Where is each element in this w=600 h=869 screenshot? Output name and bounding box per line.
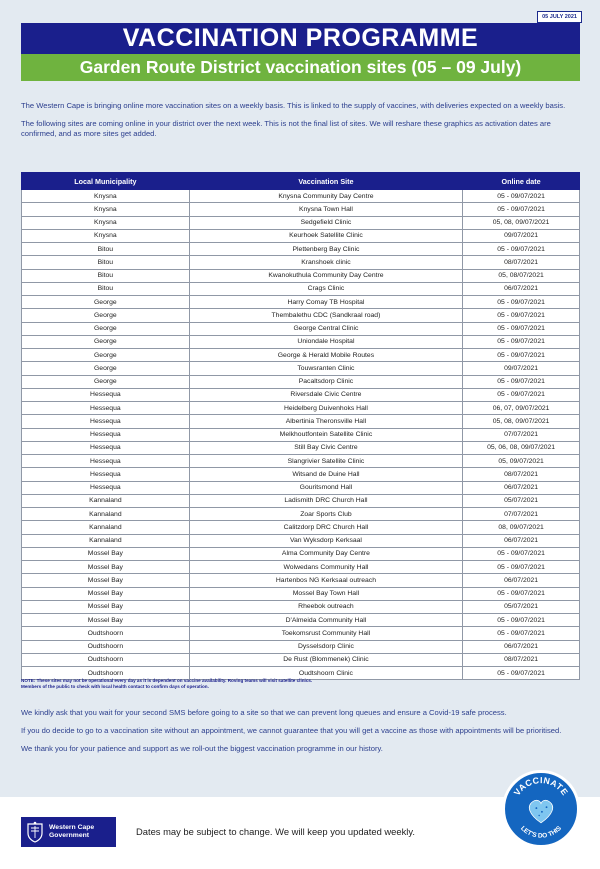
table-row	[22, 203, 580, 216]
cell-date: 06/07/2021	[463, 574, 580, 587]
cell-municipality: Oudtshoorn	[22, 640, 190, 653]
cell-municipality: George	[22, 362, 190, 375]
cell-date: 05 - 09/07/2021	[463, 322, 580, 335]
cell-date: 05/07/2021	[463, 600, 580, 613]
cell-municipality: Mossel Bay	[22, 587, 190, 600]
intro-paragraph: The Western Cape is bringing online more vaccination sites on a weekly basis. This is linked to the supply of vaccines, with deliveries expected on a weekly basis.	[21, 101, 566, 110]
cell-date: 07/07/2021	[463, 428, 580, 441]
table-row	[22, 335, 580, 348]
table-row	[22, 362, 580, 375]
title-banner	[21, 23, 580, 81]
cell-municipality: Bitou	[22, 282, 190, 295]
cell-site: Uniondale Hospital	[189, 335, 462, 348]
cell-site: Ladismith DRC Church Hall	[189, 494, 462, 507]
cell-municipality: Hessequa	[22, 481, 190, 494]
cell-site: Rheebok outreach	[189, 600, 462, 613]
cell-date: 05, 08/07/2021	[463, 269, 580, 282]
logo-line: Government	[49, 832, 90, 839]
cell-date: 08/07/2021	[463, 653, 580, 666]
cell-date: 06/07/2021	[463, 640, 580, 653]
cell-municipality: Mossel Bay	[22, 600, 190, 613]
table-row	[22, 561, 580, 574]
table-row	[22, 653, 580, 666]
western-cape-government-logo	[21, 817, 116, 847]
cell-date: 06/07/2021	[463, 481, 580, 494]
table-row	[22, 216, 580, 229]
cell-municipality: George	[22, 322, 190, 335]
cell-site: Wolwedans Community Hall	[189, 561, 462, 574]
table-row	[22, 587, 580, 600]
table-row	[22, 309, 580, 322]
cell-date: 05 - 09/07/2021	[463, 614, 580, 627]
vaccinate-badge	[502, 770, 580, 848]
table-row	[22, 256, 580, 269]
cell-site: George & Herald Mobile Routes	[189, 349, 462, 362]
footer-message: Dates may be subject to change. We will keep you updated weekly.	[136, 826, 415, 837]
table-row	[22, 455, 580, 468]
badge-bottom-text: LET'S DO THIS	[519, 824, 563, 840]
cell-municipality: Bitou	[22, 256, 190, 269]
cell-site: Toekomsrust Community Hall	[189, 627, 462, 640]
table-row	[22, 508, 580, 521]
table-row	[22, 322, 580, 335]
coat-of-arms-icon	[25, 821, 45, 843]
cell-municipality: George	[22, 375, 190, 388]
table-header-row	[22, 173, 580, 190]
cell-municipality: Hessequa	[22, 388, 190, 401]
cell-site: Knysna Community Day Centre	[189, 190, 462, 203]
cell-site: Kranshoek clinic	[189, 256, 462, 269]
table-row	[22, 534, 580, 547]
cell-date: 05 - 09/07/2021	[463, 587, 580, 600]
table-row	[22, 574, 580, 587]
table-row	[22, 269, 580, 282]
cell-date: 05 - 09/07/2021	[463, 388, 580, 401]
table-row	[22, 296, 580, 309]
cell-date: 05 - 09/07/2021	[463, 561, 580, 574]
cell-date: 05/07/2021	[463, 494, 580, 507]
table-row	[22, 468, 580, 481]
cell-municipality: Hessequa	[22, 415, 190, 428]
cell-date: 05 - 09/07/2021	[463, 190, 580, 203]
cell-municipality: Knysna	[22, 203, 190, 216]
cell-date: 07/07/2021	[463, 508, 580, 521]
cell-date: 08, 09/07/2021	[463, 521, 580, 534]
cell-municipality: Kannaland	[22, 521, 190, 534]
cell-site: Mossel Bay Town Hall	[189, 587, 462, 600]
cell-site: Plettenberg Bay Clinic	[189, 243, 462, 256]
cell-municipality: Kannaland	[22, 534, 190, 547]
cell-date: 05 - 09/07/2021	[463, 243, 580, 256]
table-row	[22, 349, 580, 362]
table-row	[22, 547, 580, 560]
table-row	[22, 441, 580, 454]
table-row	[22, 415, 580, 428]
cell-site: Riversdale Civic Centre	[189, 388, 462, 401]
closing-paragraph: We thank you for your patience and support as we roll-out the biggest vaccination programme in our history.	[21, 744, 383, 753]
cell-site: Gouritsmond Hall	[189, 481, 462, 494]
cell-date: 08/07/2021	[463, 256, 580, 269]
vaccination-sites-table	[21, 172, 580, 680]
cell-site: Oudtshoorn Clinic	[189, 667, 462, 680]
cell-site: Harry Comay TB Hospital	[189, 296, 462, 309]
closing-text	[21, 708, 581, 762]
table-row	[22, 282, 580, 295]
cell-date: 06/07/2021	[463, 534, 580, 547]
heart-icon	[529, 800, 552, 823]
table-row	[22, 521, 580, 534]
cell-date: 05, 06, 08, 09/07/2021	[463, 441, 580, 454]
cell-date: 05 - 09/07/2021	[463, 309, 580, 322]
cell-municipality: Hessequa	[22, 428, 190, 441]
table-row	[22, 402, 580, 415]
cell-date: 06, 07, 09/07/2021	[463, 402, 580, 415]
cell-date: 05 - 09/07/2021	[463, 296, 580, 309]
cell-date: 05 - 09/07/2021	[463, 375, 580, 388]
cell-municipality: George	[22, 349, 190, 362]
table-row	[22, 243, 580, 256]
table-row	[22, 640, 580, 653]
cell-municipality: Knysna	[22, 229, 190, 242]
cell-date: 05 - 09/07/2021	[463, 627, 580, 640]
intro-text	[21, 101, 581, 147]
date-tag: 05 JULY 2021	[537, 11, 582, 23]
closing-paragraph: We kindly ask that you wait for your second SMS before going to a site so that we can prevent long queues and ensure a Covid-19 safe process.	[21, 708, 507, 717]
intro-paragraph: The following sites are coming online in your district over the next week. This is not the final list of sites. We will reshare these graphics as activation dates are confirmed, and as more sites get added.	[21, 119, 551, 138]
table-body	[22, 190, 580, 680]
cell-site: Still Bay Civic Centre	[189, 441, 462, 454]
cell-municipality: Mossel Bay	[22, 561, 190, 574]
table-note	[21, 678, 312, 690]
note-line: Members of the public to check with local health contact to confirm days of operation.	[21, 684, 209, 689]
table-row	[22, 190, 580, 203]
cell-site: Melkhoutfontein Satellite Clinic	[189, 428, 462, 441]
cell-date: 08/07/2021	[463, 468, 580, 481]
table-row	[22, 627, 580, 640]
cell-date: 09/07/2021	[463, 362, 580, 375]
table-row	[22, 375, 580, 388]
cell-site: Dysselsdorp Clinic	[189, 640, 462, 653]
closing-paragraph: If you do decide to go to a vaccination site without an appointment, we cannot guarantee that you will get a vaccine as those with appointments will be prioritised.	[21, 726, 562, 735]
cell-site: De Rust (Blommenek) Clinic	[189, 653, 462, 666]
table-row	[22, 388, 580, 401]
cell-municipality: Knysna	[22, 190, 190, 203]
cell-municipality: Bitou	[22, 269, 190, 282]
page-title: VACCINATION PROGRAMME	[21, 23, 580, 54]
cell-site: Pacaltsdorp Clinic	[189, 375, 462, 388]
badge-top-text: VACCINATE	[511, 775, 571, 798]
cell-site: George Central Clinic	[189, 322, 462, 335]
column-header-date: Online date	[463, 173, 580, 190]
svg-text:VACCINATE	[512, 775, 570, 797]
cell-site: Hartenbos NG Kerksaal outreach	[189, 574, 462, 587]
cell-site: Van Wyksdorp Kerksaal	[189, 534, 462, 547]
cell-site: Zoar Sports Club	[189, 508, 462, 521]
cell-municipality: George	[22, 296, 190, 309]
cell-municipality: Mossel Bay	[22, 574, 190, 587]
cell-date: 05, 09/07/2021	[463, 455, 580, 468]
cell-site: Albertinia Theronsville Hall	[189, 415, 462, 428]
cell-date: 05 - 09/07/2021	[463, 667, 580, 680]
table-row	[22, 494, 580, 507]
cell-site: Crags Clinic	[189, 282, 462, 295]
table-row	[22, 600, 580, 613]
cell-site: Sedgefield Clinic	[189, 216, 462, 229]
cell-site: Slangrivier Satellite Clinic	[189, 455, 462, 468]
cell-municipality: Knysna	[22, 216, 190, 229]
cell-date: 05 - 09/07/2021	[463, 335, 580, 348]
cell-municipality: Oudtshoorn	[22, 653, 190, 666]
cell-date: 05 - 09/07/2021	[463, 349, 580, 362]
table-row	[22, 481, 580, 494]
cell-municipality: Hessequa	[22, 402, 190, 415]
cell-municipality: Kannaland	[22, 508, 190, 521]
page-subtitle: Garden Route District vaccination sites (05 – 09 July)	[21, 54, 580, 81]
cell-site: Touwsranten Clinic	[189, 362, 462, 375]
logo-line: Western Cape	[49, 824, 95, 831]
column-header-site: Vaccination Site	[189, 173, 462, 190]
cell-municipality: Kannaland	[22, 494, 190, 507]
column-header-municipality: Local Municipality	[22, 173, 190, 190]
cell-site: Thembalethu CDC (Sandkraal road)	[189, 309, 462, 322]
cell-municipality: Oudtshoorn	[22, 667, 190, 680]
cell-municipality: Hessequa	[22, 441, 190, 454]
cell-municipality: Mossel Bay	[22, 614, 190, 627]
cell-site: D'Almeida Community Hall	[189, 614, 462, 627]
cell-municipality: George	[22, 335, 190, 348]
vaccinate-badge-graphic	[505, 773, 577, 845]
cell-date: 06/07/2021	[463, 282, 580, 295]
cell-site: Knysna Town Hall	[189, 203, 462, 216]
table-row	[22, 229, 580, 242]
cell-municipality: Mossel Bay	[22, 547, 190, 560]
cell-municipality: Hessequa	[22, 468, 190, 481]
cell-date: 05 - 09/07/2021	[463, 547, 580, 560]
cell-site: Kwanokuthula Community Day Centre	[189, 269, 462, 282]
svg-text:LET'S DO THIS	[519, 824, 563, 839]
cell-date: 05 - 09/07/2021	[463, 203, 580, 216]
cell-site: Alma Community Day Centre	[189, 547, 462, 560]
note-line: NOTE: These sites may not be operational every day as it is dependent on vaccine availability. Roving teams will visit satellite clinics.	[21, 678, 313, 683]
table-row	[22, 614, 580, 627]
cell-date: 05, 08, 09/07/2021	[463, 415, 580, 428]
cell-municipality: George	[22, 309, 190, 322]
cell-municipality: Bitou	[22, 243, 190, 256]
cell-municipality: Oudtshoorn	[22, 627, 190, 640]
cell-date: 05, 08, 09/07/2021	[463, 216, 580, 229]
cell-site: Heidelberg Duivenhoks Hall	[189, 402, 462, 415]
cell-site: Witsand de Duine Hall	[189, 468, 462, 481]
cell-site: Calitzdorp DRC Church Hall	[189, 521, 462, 534]
cell-municipality: Hessequa	[22, 455, 190, 468]
cell-date: 09/07/2021	[463, 229, 580, 242]
table-row	[22, 428, 580, 441]
cell-site: Keurhoek Satellite Clinic	[189, 229, 462, 242]
